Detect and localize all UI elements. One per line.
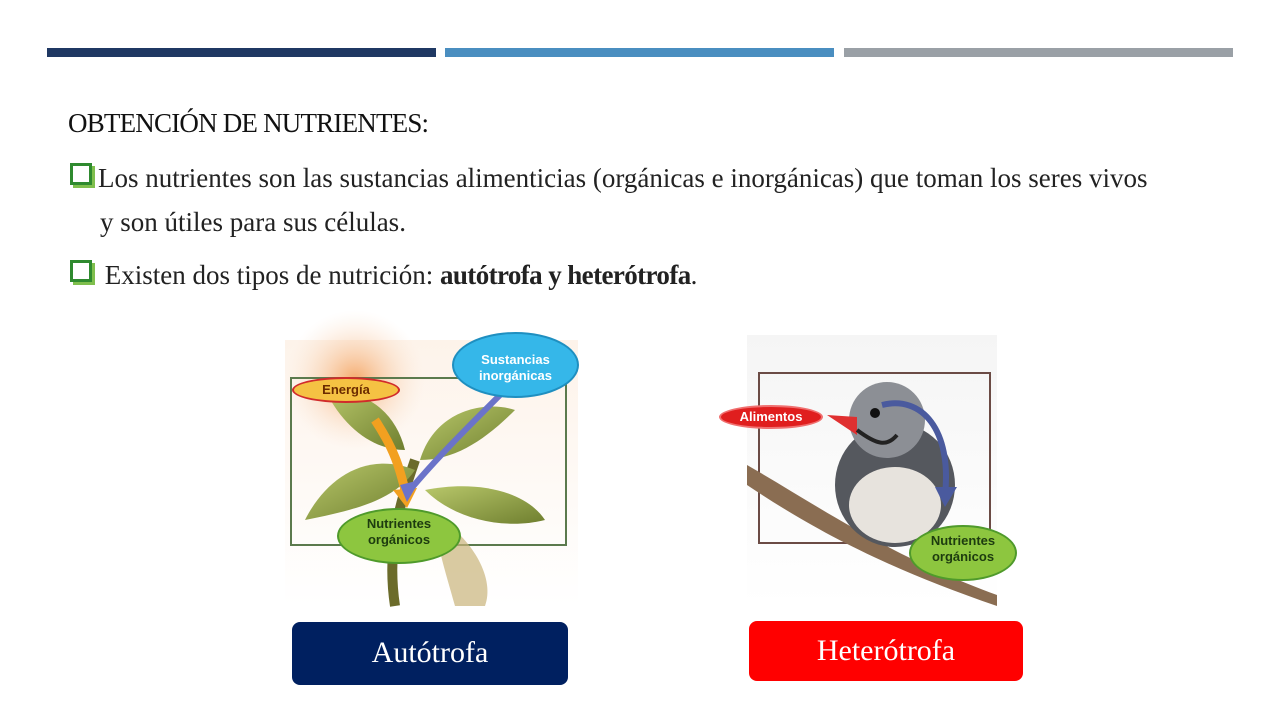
checkbox-bullet-icon: [70, 260, 92, 282]
autotroph-illustration: [285, 340, 578, 606]
substances-arrow: [410, 395, 500, 490]
top-accent-bar-gray: [844, 48, 1233, 57]
energy-badge: Energía: [292, 377, 400, 403]
organic-nutrients-badge: [909, 525, 1017, 581]
badge-line: orgánicos: [931, 549, 995, 564]
bird-head: [849, 382, 925, 458]
food-badge: Alimentos: [719, 405, 823, 429]
bullet-types-bold: autótrofa y heterótrofa: [439, 260, 691, 290]
heterotroph-illustration: [739, 335, 997, 606]
organic-nutrients-badge: [337, 508, 461, 564]
bullet-nutrients-definition: [70, 156, 1220, 244]
bullet-nutrition-types: [70, 253, 1220, 297]
bullet-text-line2: y son útiles para sus células.: [100, 207, 406, 237]
heterotrofa-label: Heterótrofa: [749, 621, 1023, 681]
inorganic-substances-badge: [452, 332, 579, 398]
badge-line: Nutrientes: [366, 516, 432, 531]
checkbox-bullet-icon: [70, 163, 92, 185]
bullet-types-suffix: .: [690, 260, 698, 290]
slide-heading: OBTENCIÓN DE NUTRIENTES:: [68, 108, 429, 138]
bullet-types-prefix: Existen dos tipos de nutrición:: [104, 260, 440, 290]
badge-line: Sustancias: [481, 352, 550, 367]
top-accent-bar-blue: [445, 48, 834, 57]
autotrofa-label: Autótrofa: [292, 622, 568, 685]
badge-line: orgánicos: [367, 532, 431, 547]
leaf: [420, 407, 515, 460]
bullet-text-line1: Los nutrientes son las sustancias alimenticias (orgánicas e inorgánicas) que toman los seres vivos: [98, 163, 1148, 193]
top-accent-bar-navy: [47, 48, 436, 57]
bird-beak: [827, 415, 857, 435]
badge-line: Nutrientes: [930, 533, 996, 548]
badge-line: inorgánicas: [479, 368, 552, 383]
